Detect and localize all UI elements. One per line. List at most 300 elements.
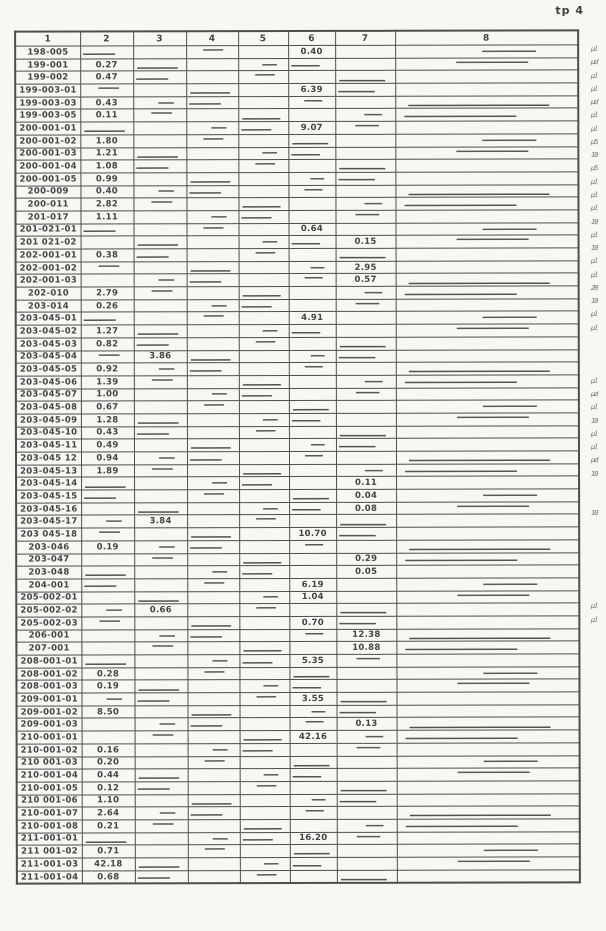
empty-cell xyxy=(240,731,290,744)
empty-cell xyxy=(289,337,336,350)
empty-cell xyxy=(397,705,580,718)
table-row xyxy=(15,108,578,122)
row-id-cell: 202-001-03 xyxy=(16,274,81,287)
value-cell: 3.55 xyxy=(289,692,336,705)
empty-cell xyxy=(335,198,395,211)
table-row xyxy=(17,793,580,807)
empty-cell xyxy=(397,768,580,781)
empty-cell xyxy=(81,604,134,617)
margin-mark: µd xyxy=(590,58,598,67)
table-row xyxy=(16,375,579,389)
empty-cell xyxy=(335,71,395,84)
empty-cell xyxy=(239,261,289,274)
row-id-cell: 202-001-02 xyxy=(16,262,81,275)
table-row xyxy=(16,362,579,376)
column-header: 7 xyxy=(335,31,395,46)
empty-cell xyxy=(396,464,579,477)
row-id-cell: 201-021-01 xyxy=(16,224,81,237)
value-cell: 0.26 xyxy=(81,300,134,313)
row-id-cell: 200-011 xyxy=(15,198,80,211)
margin-mark: 10 xyxy=(590,509,598,518)
empty-cell xyxy=(239,312,289,325)
empty-cell xyxy=(397,806,580,819)
value-cell: 5.35 xyxy=(289,654,336,667)
row-id-cell: 200-001-01 xyxy=(15,122,80,135)
empty-cell xyxy=(396,311,579,324)
empty-cell xyxy=(290,756,337,769)
empty-cell xyxy=(80,122,133,135)
empty-cell xyxy=(288,109,335,122)
empty-cell xyxy=(239,528,289,541)
empty-cell xyxy=(395,146,578,159)
empty-cell xyxy=(134,477,187,490)
empty-cell xyxy=(396,641,579,654)
empty-cell xyxy=(289,426,336,439)
row-id-cell: 203-045-05 xyxy=(16,363,81,376)
empty-cell xyxy=(336,464,396,477)
empty-cell xyxy=(336,680,396,693)
empty-cell xyxy=(238,198,288,211)
margin-mark: µd xyxy=(590,456,598,465)
empty-cell xyxy=(238,71,288,84)
empty-cell xyxy=(396,667,579,680)
empty-cell xyxy=(337,705,397,718)
empty-cell xyxy=(187,515,239,528)
row-id-cell: 203-045-11 xyxy=(16,439,81,452)
empty-cell xyxy=(134,426,187,439)
margin-mark: µl xyxy=(590,230,598,239)
empty-cell xyxy=(336,413,396,426)
table-row xyxy=(16,387,579,401)
empty-cell xyxy=(133,58,186,71)
empty-cell xyxy=(238,84,288,97)
value-cell: 42.18 xyxy=(82,858,135,871)
empty-cell xyxy=(135,794,188,807)
table-row xyxy=(15,121,578,135)
table-row xyxy=(16,552,579,566)
empty-cell xyxy=(396,616,579,629)
empty-cell xyxy=(396,603,579,616)
row-id-cell: 211-001-01 xyxy=(17,833,82,846)
empty-cell xyxy=(133,109,186,122)
empty-cell xyxy=(337,870,397,883)
empty-cell xyxy=(187,655,239,668)
table-row xyxy=(15,146,578,160)
empty-cell xyxy=(186,109,238,122)
row-id-cell: 210-001-04 xyxy=(17,769,82,782)
empty-cell xyxy=(81,515,134,528)
value-cell: 0.94 xyxy=(81,452,134,465)
empty-cell xyxy=(289,553,336,566)
empty-cell xyxy=(188,743,240,756)
empty-cell xyxy=(336,388,396,401)
row-id-cell: 206-001 xyxy=(16,630,81,643)
empty-cell xyxy=(187,337,239,350)
empty-cell xyxy=(396,565,579,578)
empty-cell xyxy=(395,134,578,147)
empty-cell xyxy=(289,451,336,464)
empty-cell xyxy=(290,743,337,756)
empty-cell xyxy=(335,159,395,172)
margin-mark: µl xyxy=(590,44,598,54)
empty-cell xyxy=(289,375,336,388)
empty-cell xyxy=(240,794,290,807)
margin-mark: 20 xyxy=(590,283,598,293)
empty-cell xyxy=(288,96,335,109)
row-id-cell: 203-045-02 xyxy=(16,325,81,338)
value-cell: 2.95 xyxy=(336,261,396,274)
empty-cell xyxy=(290,769,337,782)
empty-cell xyxy=(397,857,580,870)
empty-cell xyxy=(290,819,337,832)
empty-cell xyxy=(186,122,238,135)
empty-cell xyxy=(135,870,188,883)
empty-cell xyxy=(336,362,396,375)
margin-mark: 10 xyxy=(590,296,598,306)
empty-cell xyxy=(335,109,395,122)
row-id-cell: 203-045-04 xyxy=(16,350,81,363)
table-row xyxy=(15,96,578,110)
table-row xyxy=(17,819,580,833)
empty-cell xyxy=(187,375,239,388)
value-cell: 4.91 xyxy=(289,312,336,325)
empty-cell xyxy=(396,324,579,337)
table-row xyxy=(17,832,580,846)
table-row xyxy=(16,235,579,249)
row-id-cell: 199-003-01 xyxy=(15,84,80,97)
empty-cell xyxy=(186,96,238,109)
table-row xyxy=(17,857,580,871)
empty-cell xyxy=(133,147,186,160)
empty-cell xyxy=(81,528,134,541)
empty-cell xyxy=(240,807,290,820)
empty-cell xyxy=(239,680,289,693)
value-cell: 0.28 xyxy=(81,668,134,681)
value-cell: 0.43 xyxy=(81,426,134,439)
empty-cell xyxy=(336,299,396,312)
table-row xyxy=(16,540,579,554)
empty-cell xyxy=(239,642,289,655)
margin-mark: µl xyxy=(590,257,598,266)
empty-cell xyxy=(188,705,240,718)
empty-cell xyxy=(395,108,578,121)
table-row xyxy=(15,45,578,59)
empty-cell xyxy=(288,71,335,84)
empty-cell xyxy=(188,794,240,807)
empty-cell xyxy=(336,540,396,553)
empty-cell xyxy=(187,236,239,249)
column-header: 1 xyxy=(15,31,80,46)
row-id-cell: 203-045 12 xyxy=(16,452,81,465)
empty-cell xyxy=(288,172,335,185)
empty-cell xyxy=(134,414,187,427)
empty-cell xyxy=(396,489,579,502)
table-row xyxy=(15,134,578,148)
empty-cell xyxy=(135,782,188,795)
empty-cell xyxy=(395,58,578,71)
table-row xyxy=(16,324,579,338)
table-row xyxy=(15,70,578,84)
empty-cell xyxy=(187,591,239,604)
empty-cell xyxy=(135,845,188,858)
value-cell: 0.21 xyxy=(82,820,135,833)
empty-cell xyxy=(187,693,239,706)
empty-cell xyxy=(134,274,187,287)
empty-cell xyxy=(396,502,579,515)
margin-mark: µl xyxy=(590,310,598,319)
table-row xyxy=(16,400,579,414)
empty-cell xyxy=(289,274,336,287)
value-cell: 1.80 xyxy=(80,135,133,148)
table-row xyxy=(16,578,579,592)
empty-cell xyxy=(397,743,580,756)
row-id-cell: 203-045-06 xyxy=(16,376,81,389)
header-row xyxy=(15,30,578,46)
empty-cell xyxy=(239,325,289,338)
table-row xyxy=(17,755,580,769)
row-id-cell: 201 021-02 xyxy=(16,236,81,249)
empty-cell xyxy=(290,794,337,807)
empty-cell xyxy=(395,210,578,223)
value-cell: 0.64 xyxy=(289,223,336,236)
empty-cell xyxy=(186,198,238,211)
empty-cell xyxy=(288,58,335,71)
empty-cell xyxy=(396,349,579,362)
table-row xyxy=(16,641,579,655)
empty-cell xyxy=(335,96,395,109)
empty-cell xyxy=(187,414,239,427)
empty-cell xyxy=(135,744,188,757)
margin-mark: µl xyxy=(590,71,598,80)
row-id-cell: 198-005 xyxy=(15,46,80,59)
empty-cell xyxy=(336,248,396,261)
empty-cell xyxy=(289,502,336,515)
empty-cell xyxy=(239,375,289,388)
table-row xyxy=(16,527,579,541)
empty-cell xyxy=(397,755,580,768)
empty-cell xyxy=(80,46,133,59)
table-row xyxy=(16,337,579,351)
value-cell: 0.99 xyxy=(80,173,133,186)
empty-cell xyxy=(134,452,187,465)
value-cell: 12.38 xyxy=(336,629,396,642)
empty-cell xyxy=(396,235,579,248)
empty-cell xyxy=(133,160,186,173)
table-row xyxy=(16,565,579,579)
table-row xyxy=(17,730,580,744)
empty-cell xyxy=(81,274,134,287)
margin-mark: 10 xyxy=(590,416,598,425)
empty-cell xyxy=(81,236,134,249)
empty-cell xyxy=(239,490,289,503)
empty-cell xyxy=(336,654,396,667)
empty-cell xyxy=(396,413,579,426)
empty-cell xyxy=(240,832,290,845)
table-row xyxy=(16,514,579,528)
empty-cell xyxy=(187,502,239,515)
empty-cell xyxy=(397,717,580,730)
empty-cell xyxy=(335,83,395,96)
empty-cell xyxy=(396,273,579,286)
value-cell: 2.79 xyxy=(81,287,134,300)
table-row xyxy=(15,184,578,198)
empty-cell xyxy=(288,160,335,173)
empty-cell xyxy=(134,236,187,249)
row-id-cell: 209-001-01 xyxy=(16,693,81,706)
table-row xyxy=(15,159,578,173)
empty-cell xyxy=(289,540,336,553)
empty-cell xyxy=(81,591,134,604)
empty-cell xyxy=(396,679,579,692)
value-cell: 1.39 xyxy=(81,376,134,389)
margin-mark: µl xyxy=(590,204,598,213)
empty-cell xyxy=(289,464,336,477)
margin-mark: µl xyxy=(590,602,598,611)
value-cell: 0.19 xyxy=(81,541,134,554)
empty-cell xyxy=(187,617,239,630)
empty-cell xyxy=(396,261,579,274)
empty-cell xyxy=(81,579,134,592)
table-row xyxy=(16,261,579,275)
empty-cell xyxy=(134,388,187,401)
value-cell: 0.19 xyxy=(81,680,134,693)
empty-cell xyxy=(396,223,579,236)
empty-cell xyxy=(240,769,290,782)
empty-cell xyxy=(336,692,396,705)
empty-cell xyxy=(240,819,290,832)
row-id-cell: 203-045-03 xyxy=(16,338,81,351)
empty-cell xyxy=(134,363,187,376)
table-row xyxy=(16,489,579,503)
empty-cell xyxy=(240,870,290,883)
value-cell: 0.08 xyxy=(336,502,396,515)
margin-mark: µl xyxy=(590,615,598,624)
empty-cell xyxy=(238,96,288,109)
empty-cell xyxy=(133,173,186,186)
value-cell: 0.27 xyxy=(80,59,133,72)
empty-cell xyxy=(240,845,290,858)
empty-cell xyxy=(187,223,239,236)
empty-cell xyxy=(187,490,239,503)
table-row xyxy=(17,806,580,820)
empty-cell xyxy=(188,832,240,845)
empty-cell xyxy=(289,401,336,414)
row-id-cell: 203-045-13 xyxy=(16,465,81,478)
value-cell: 0.40 xyxy=(288,45,335,58)
empty-cell xyxy=(396,590,579,603)
empty-cell xyxy=(289,388,336,401)
empty-cell xyxy=(81,655,134,668)
empty-cell xyxy=(337,743,397,756)
empty-cell xyxy=(239,616,289,629)
table-row xyxy=(16,616,579,630)
value-cell: 8.50 xyxy=(82,706,135,719)
value-cell: 10.70 xyxy=(289,528,336,541)
empty-cell xyxy=(397,870,580,884)
empty-cell xyxy=(290,857,337,870)
empty-cell xyxy=(188,820,240,833)
column-header: 8 xyxy=(395,30,578,45)
table-row xyxy=(16,654,579,668)
row-id-cell: 200-001-03 xyxy=(15,147,80,160)
empty-cell xyxy=(396,438,579,451)
margin-mark: µ5 xyxy=(590,164,598,173)
empty-cell xyxy=(337,832,397,845)
empty-cell xyxy=(239,452,289,465)
empty-cell xyxy=(134,566,187,579)
table-row xyxy=(16,438,579,452)
empty-cell xyxy=(187,249,239,262)
empty-cell xyxy=(395,121,578,134)
empty-cell xyxy=(396,299,579,312)
empty-cell xyxy=(289,299,336,312)
table-row xyxy=(16,502,579,516)
empty-cell xyxy=(396,654,579,667)
margin-mark: µl xyxy=(590,403,598,412)
value-cell: 1.04 xyxy=(289,591,336,604)
value-cell: 3.86 xyxy=(134,350,187,363)
empty-cell xyxy=(239,249,289,262)
row-id-cell: 208-001-02 xyxy=(16,668,81,681)
empty-cell xyxy=(134,261,187,274)
value-cell: 0.70 xyxy=(289,616,336,629)
empty-cell xyxy=(336,375,396,388)
empty-cell xyxy=(335,185,395,198)
empty-cell xyxy=(239,515,289,528)
empty-cell xyxy=(238,134,288,147)
empty-cell xyxy=(186,134,238,147)
empty-cell xyxy=(188,807,240,820)
row-id-cell: 200-009 xyxy=(15,186,80,199)
empty-cell xyxy=(395,159,578,172)
value-cell: 16.20 xyxy=(290,832,337,845)
empty-cell xyxy=(239,287,289,300)
empty-cell xyxy=(134,667,187,680)
empty-cell xyxy=(336,426,396,439)
value-cell: 0.67 xyxy=(81,401,134,414)
value-cell: 2.82 xyxy=(80,198,133,211)
empty-cell xyxy=(81,262,134,275)
row-id-cell: 200-001-02 xyxy=(15,135,80,148)
empty-cell xyxy=(240,858,290,871)
empty-cell xyxy=(239,363,289,376)
value-cell: 9.07 xyxy=(288,122,335,135)
empty-cell xyxy=(397,844,580,857)
empty-cell xyxy=(186,172,238,185)
row-id-cell: 211 001-02 xyxy=(17,845,82,858)
page-number-label: tp 4 xyxy=(555,4,584,17)
row-id-cell: 207-001 xyxy=(16,642,81,655)
empty-cell xyxy=(134,299,187,312)
empty-cell xyxy=(188,731,240,744)
empty-cell xyxy=(240,756,290,769)
row-id-cell: 205-002-02 xyxy=(16,604,81,617)
empty-cell xyxy=(81,629,134,642)
empty-cell xyxy=(240,705,290,718)
margin-mark: µl xyxy=(590,124,598,133)
empty-cell xyxy=(134,617,187,630)
value-cell: 0.82 xyxy=(81,338,134,351)
empty-cell xyxy=(290,845,337,858)
value-cell: 0.68 xyxy=(82,871,135,884)
empty-cell xyxy=(134,325,187,338)
row-id-cell: 199-003-03 xyxy=(15,97,80,110)
empty-cell xyxy=(134,249,187,262)
empty-cell xyxy=(187,629,239,642)
empty-cell xyxy=(82,718,135,731)
margin-mark: 10 xyxy=(590,217,598,226)
table-row xyxy=(15,83,578,97)
